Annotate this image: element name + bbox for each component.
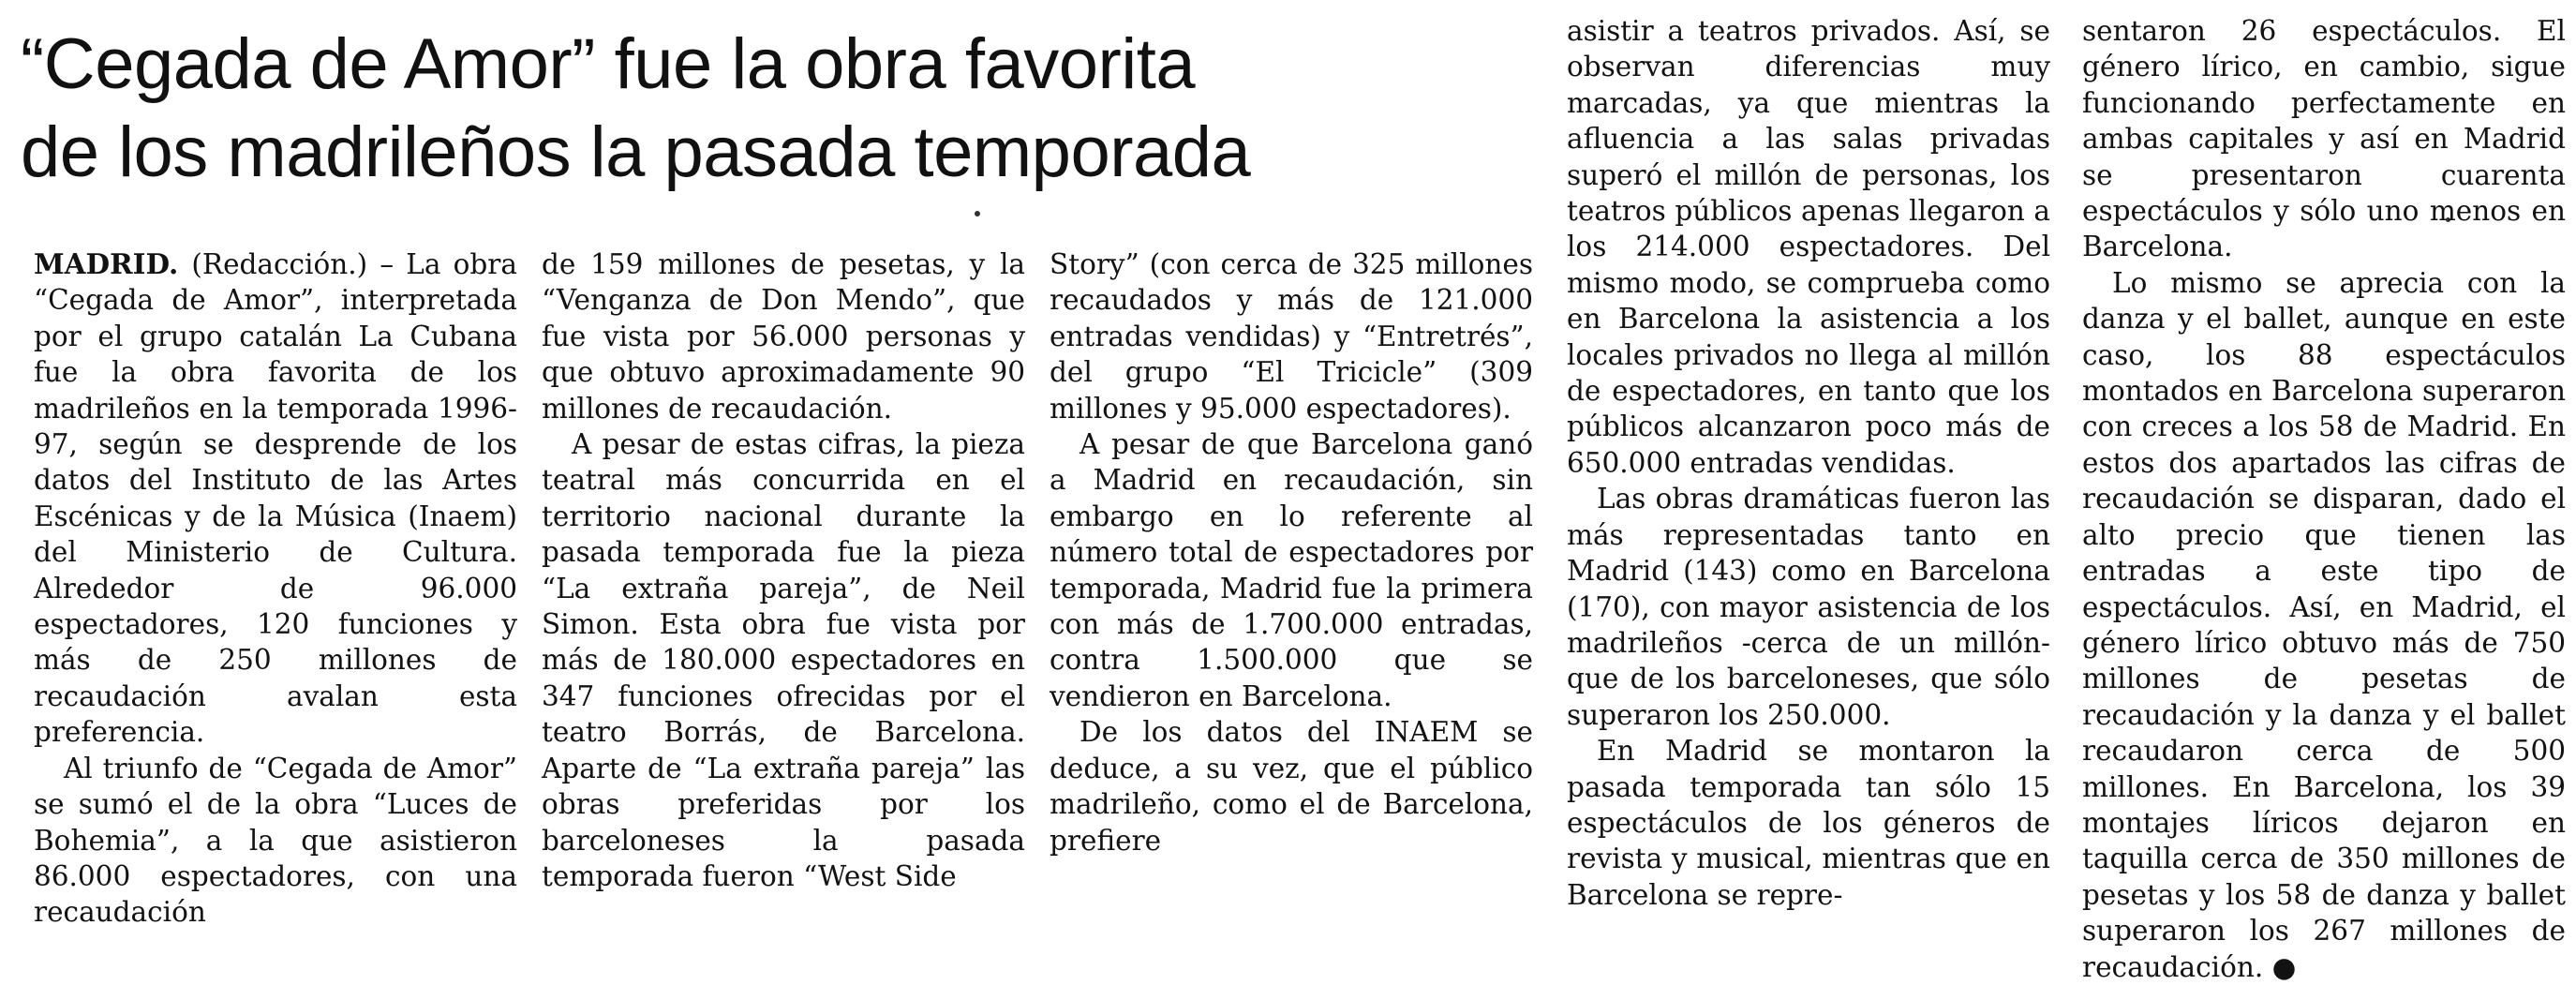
headline [21,21,1539,197]
article-paragraph: Las obras dramáticas fueron las más representadas tanto en Madrid (143) como en Barcelona (170), con mayor asistencia de los madrileños -cerca de un millón- que de los barceloneses, que sólo superaron los 250.000. [1567,483,2050,731]
article-paragraph: asistir a teatros privados. Así, se observan diferencias muy marcadas, ya que mientras la afluencia a las salas privadas superó el millón de personas, los teatros públicos apenas llegaron a los 214.000 espectadores. Del mismo modo, se comprueba como en Barcelona la asistencia a los locales privados no llega al millón de espectadores, en tanto que los públicos alcanzaron poco más de 650.000 entradas vendidas. [1567,15,2050,479]
headline-line-2: de los madrileños la pasada temporada [21,112,1251,192]
article-paragraph: De los datos del INAEM se deduce, a su vez, que el público madrileño, como el de Barcelona, prefiere [1050,716,1533,857]
paragraph-text: (Redacción.) – La obra “Cegada de Amor”, interpretada por el grupo catalán La Cubana fue la obra favorita de los madrileños en la temporada 1996-97, según se desprende de los datos del Instituto de las Artes Escénicas y de la Música (Inaem) del Ministerio de Cultura. Alrededor de 96.000 espectadores, 120 funciones y más de 250 millones de recaudación avalan esta preferencia. [34,248,517,749]
article-paragraph: Al triunfo de “Cegada de Amor” se sumó el de la obra “Luces de Bohemia”, a la que asistieron 86.000 espectadores, con una recaudación [34,752,517,929]
article-paragraph: Story” (con cerca de 325 millones recaudados y más de 121.000 entradas vendidas) y “Entretrés”, del grupo “El Tricicle” (309 millones y 95.000 espectadores). [1050,248,1533,425]
dateline: MADRID. [34,247,192,280]
article-column-2 [542,246,1025,894]
article-paragraph [34,246,517,751]
article-paragraph: A pesar de estas cifras, la pieza teatral más concurrida en el territorio nacional durante la pasada temporada fue la pieza “La extraña pareja”, de Neil Simon. Esta obra fue vista por más de 180.000 espectadores en 347 funciones ofrecidas por el teatro Borrás, de Barcelona. Aparte de “La extraña pareja” las obras preferidas por los barceloneses la pasada temporada fueron “West Side [542,428,1025,892]
article-column-1 [34,246,517,931]
article-paragraph: En Madrid se montaron la pasada temporada tan sólo 15 espectáculos de los géneros de revista y musical, mientras que en Barcelona se repre- [1567,735,2050,911]
article-paragraph: A pesar de que Barcelona ganó a Madrid en recaudación, sin embargo en lo referente al número total de espectadores por temporada, Madrid fue la primera con más de 1.700.000 entradas, contra 1.500.000 que se vendieron en Barcelona. [1050,428,1533,712]
article-column-3 [1050,246,1533,858]
article-column-4 [1567,13,2050,913]
headline-line-1: “Cegada de Amor” fue la obra favorita [21,24,1196,104]
article-paragraph: de 159 millones de pesetas, y la “Venganza de Don Mendo”, que fue vista por 56.000 personas y que obtuvo aproximadamente 90 millones de recaudación. [542,248,1025,425]
article-paragraph: Lo mismo se aprecia con la danza y el ballet, aunque en este caso, los 88 espectáculos montados en Barcelona superaron con creces a los 58 de Madrid. En estos dos apartados las cifras de recaudación se disparan, dado el alto precio que tienen las entradas a este tipo de espectáculos. Así, en Madrid, el género lírico obtuvo más de 750 millones de pesetas de recaudación y la danza y el ballet recaudaron cerca de 500 millones. En Barcelona, los 39 montajes líricos dejaron en taquilla cerca de 350 millones de pesetas y los 58 de danza y ballet superaron los 267 millones de recaudación. ● [2082,266,2566,983]
article-column-5 [2082,13,2566,985]
article-paragraph: sentaron 26 espectáculos. El género lírico, en cambio, sigue funcionando perfectamente en ambas capitales y así en Madrid se presentaron cuarenta espectáculos y sólo uno menos en Barcelona. [2082,15,2566,263]
print-speck [975,211,980,216]
